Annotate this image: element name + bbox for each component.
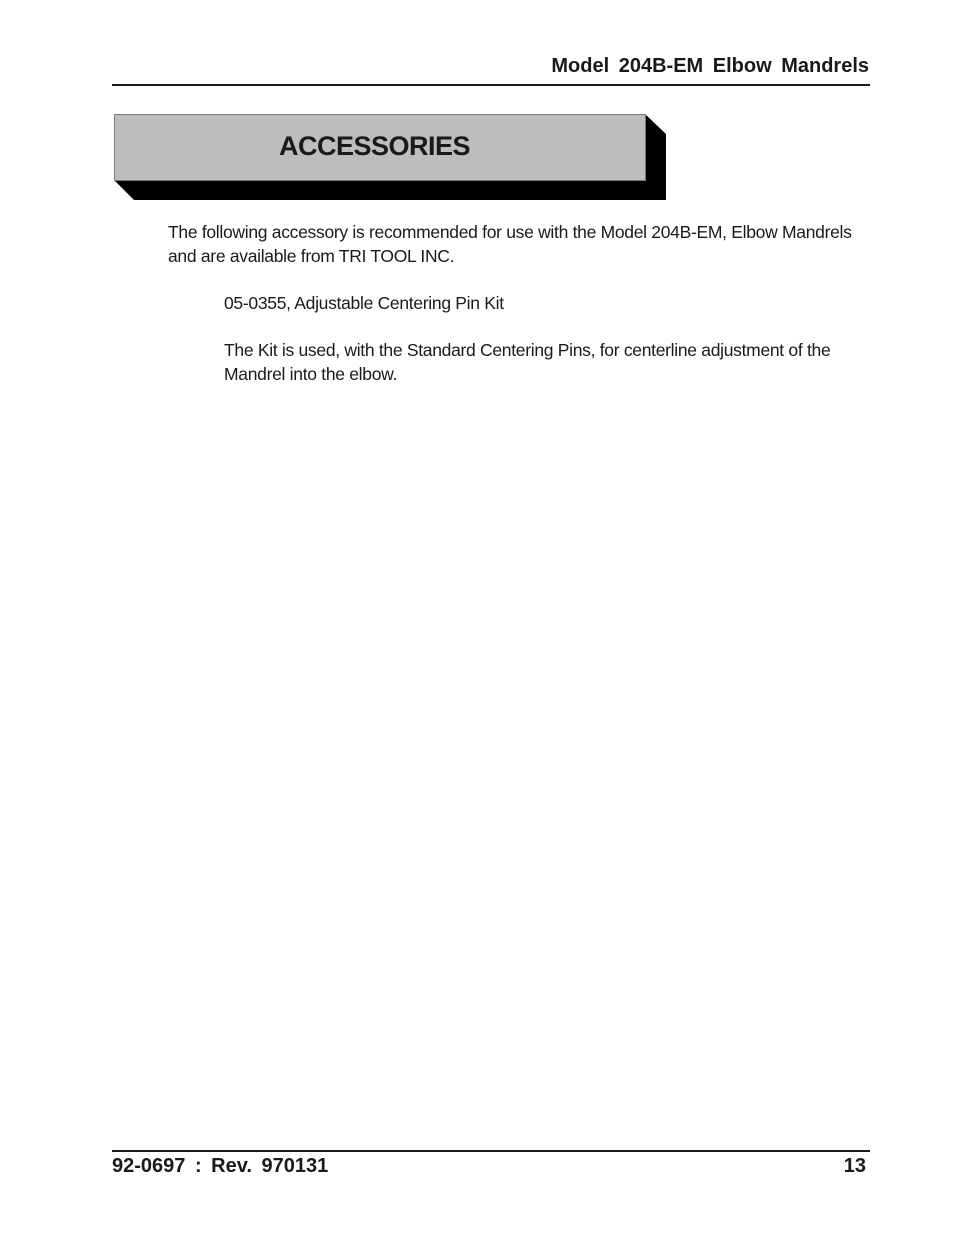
accessory-description: The Kit is used, with the Standard Centering Pins, for centerline adjustment of the Mandrel into the elbow. xyxy=(224,340,831,384)
footer-page-number: 13 xyxy=(843,1155,866,1177)
document-header-title: Model 204B-EM Elbow Mandrels xyxy=(551,55,869,77)
section-banner xyxy=(114,114,666,200)
header-rule xyxy=(112,84,870,86)
accessory-item: 05-0355, Adjustable Centering Pin Kit xyxy=(224,293,504,313)
section-title: ACCESSORIES xyxy=(279,131,471,161)
footer-rule xyxy=(112,1150,870,1152)
footer-doc-number: 92-0697 : Rev. 970131 xyxy=(112,1155,329,1177)
intro-paragraph: The following accessory is recommended for use with the Model 204B-EM, Elbow Mandrels and are available from TRI TOOL INC. xyxy=(168,222,852,266)
